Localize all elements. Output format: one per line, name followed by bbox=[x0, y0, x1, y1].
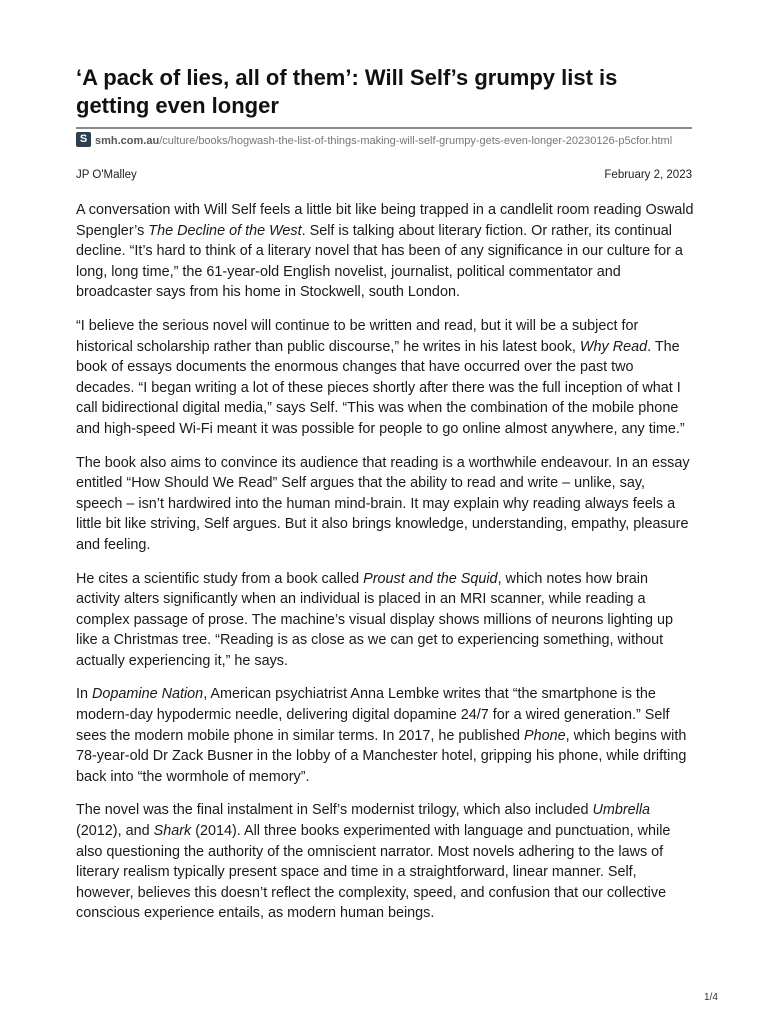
article-paragraph bbox=[76, 200, 694, 303]
italic-title-text: Dopamine Nation bbox=[92, 686, 204, 703]
italic-title-text: Proust and the Squid bbox=[363, 570, 498, 587]
article-paragraph bbox=[76, 684, 694, 787]
source-domain[interactable]: smh.com.au bbox=[95, 135, 160, 147]
source-path[interactable]: /culture/books/hogwash-the-list-of-things-making-will-self-grumpy-gets-even-longer-20230126-p5cfor.html bbox=[159, 135, 673, 147]
article-title: ‘A pack of lies, all of them’: Will Self’s grumpy list is getting even longer bbox=[76, 65, 618, 118]
publish-date: February 2, 2023 bbox=[604, 169, 692, 181]
italic-title-text: Why Read bbox=[579, 338, 648, 355]
paragraph-text: A conversation with Will Self feels a little bit like being trapped in a candlelit room reading Oswald Spengler’s bbox=[76, 202, 694, 239]
paragraph-text: (2012), and bbox=[76, 823, 154, 840]
smh-logo-letter: S bbox=[79, 133, 88, 145]
source-url[interactable] bbox=[76, 132, 676, 148]
italic-title-text: Phone bbox=[523, 727, 566, 744]
byline bbox=[76, 169, 692, 181]
article-paragraph bbox=[76, 453, 694, 556]
paragraph-text: The novel was the final instalment in Self’s modernist trilogy, which also included bbox=[76, 802, 593, 819]
paragraph-text: (2014). All three books experimented with language and punctuation, while also questioning the authority of the omniscient narrator. Most novels adhering to the laws of literary realism typically present space and time in a straightforward, linear manner. Self, however, believes this doesn’t reflect the complexity, speed, and confusion that our collective conscious experience entails, as modern human beings. bbox=[76, 823, 671, 922]
italic-title-text: Shark bbox=[153, 823, 192, 840]
paragraph-text: He cites a scientific study from a book called bbox=[76, 570, 364, 587]
paragraph-text: . Self is talking about literary fiction. Or rather, its continual decline. “It’s hard to think of a literary novel that has been of any significance in our culture for a long, long time,” the 61-year-old English novelist, journalist, political commentator and broadcaster says from his home in Stockwell, south London. bbox=[76, 222, 683, 301]
paragraph-text: , which begins with 78-year-old Dr Zack Busner in the lobby of a Manchester hotel, gripping his phone, while drifting back into “the wormhole of memory”. bbox=[76, 727, 687, 785]
paragraph-text: , American psychiatrist Anna Lembke writes that “the smartphone is the modern-day hypodermic needle, delivering digital dopamine 24/7 for a wired generation.” Self sees the modern mobile phone in similar terms. In 2017, he published bbox=[76, 686, 670, 744]
italic-title-text: The Decline of the West bbox=[148, 222, 302, 239]
smh-logo-icon bbox=[76, 132, 91, 147]
page-number: 1/4 bbox=[704, 992, 718, 1003]
article-paragraph bbox=[76, 569, 694, 672]
italic-title-text: Umbrella bbox=[592, 802, 651, 819]
title-divider bbox=[76, 127, 692, 129]
article-paragraph bbox=[76, 316, 694, 440]
paragraph-text: “I believe the serious novel will continue to be written and read, but it will be a subject for historical scholarship rather than public discourse,” he writes in his latest book, bbox=[76, 317, 639, 355]
paragraph-text: , which notes how brain activity alters significantly when an individual is placed in an MRI scanner, while reading a complex passage of prose. The machine’s visual display shows millions of neurons lighting up like a Christmas tree. “Reading is as close as we can get to experiencing something, without actually experiencing it,” he says. bbox=[76, 570, 674, 669]
paragraph-text: The book also aims to convince its audience that reading is a worthwhile endeavour. In an essay entitled “How Should We Read” Self argues that the ability to read and write – unlike, say, speech – isn’t hardwired into the human mind-brain. It may explain why reading always feels a little bit like striving, Self argues. But it also brings knowledge, understanding, empathy, pleasure and feeling. bbox=[76, 454, 690, 553]
article-paragraph bbox=[76, 800, 694, 924]
author-name: JP O'Malley bbox=[76, 169, 137, 181]
paragraph-text: In bbox=[76, 686, 92, 703]
article-body bbox=[76, 200, 694, 937]
paragraph-text: . The book of essays documents the enormous changes that have occurred over the past two decades. “I began writing a lot of these pieces shortly after there was the full inception of what I call bidirectional digital media,” says Self. “This was when the combination of the mobile phone and high-speed Wi-Fi meant it was possible for people to go online almost anywhere, any time.” bbox=[76, 338, 685, 437]
